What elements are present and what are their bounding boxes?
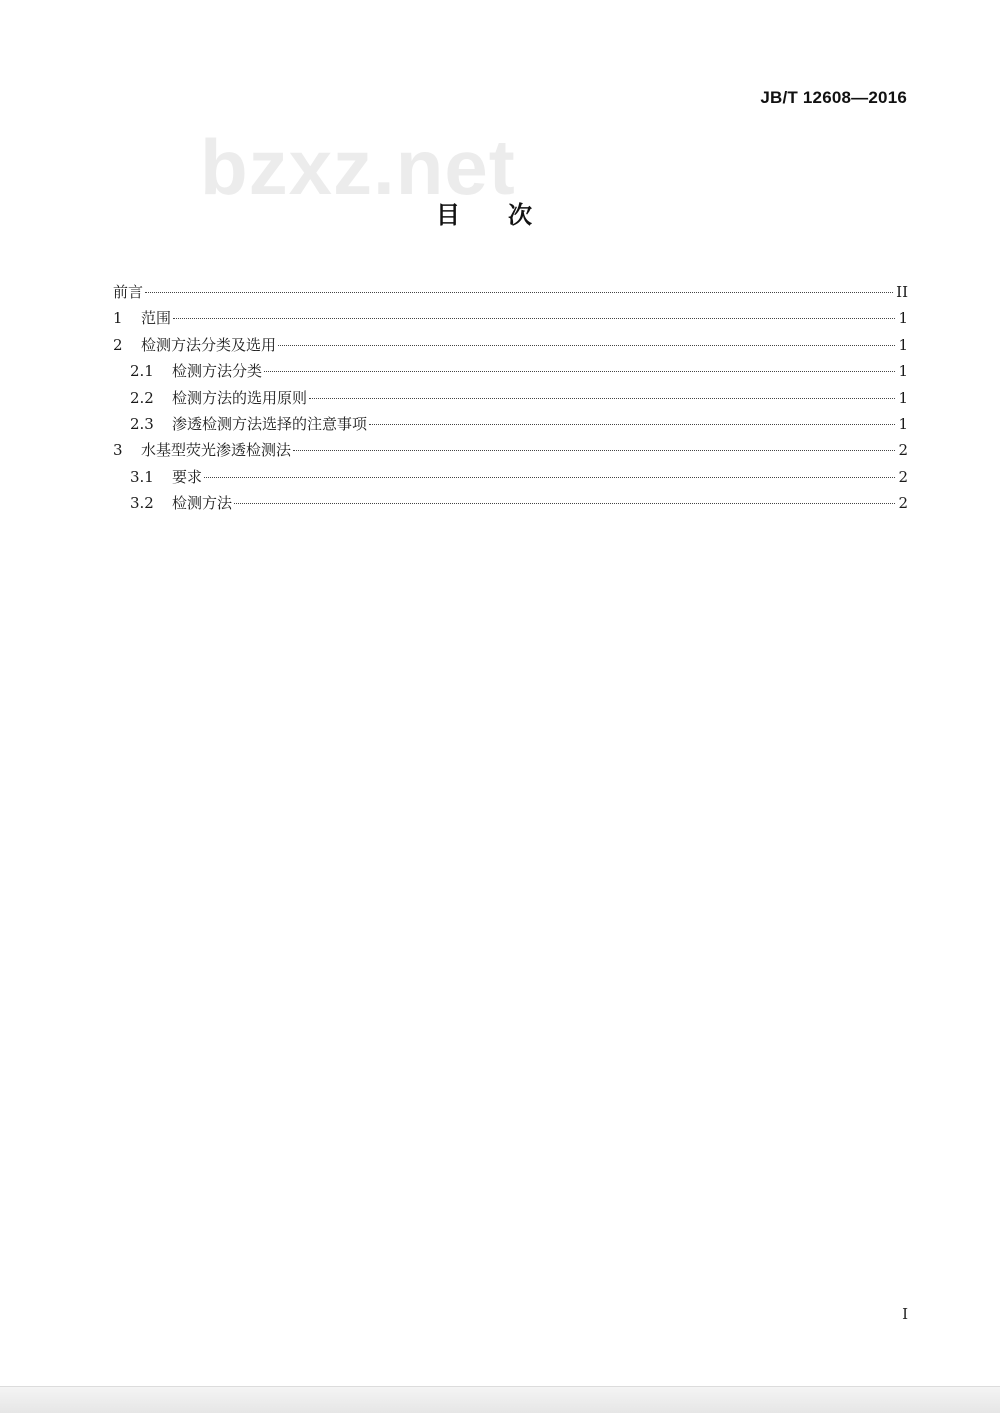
toc-entry[interactable] (113, 490, 908, 516)
toc-leader-dots (204, 477, 895, 478)
toc-entry-number: 2.1 (130, 362, 154, 381)
toc-entry-page: II (896, 283, 908, 301)
watermark: bzxz.net (200, 123, 516, 211)
toc-entry-text: 水基型荧光渗透检测法 (141, 441, 292, 460)
toc-entry-text: 前言 (113, 283, 144, 301)
toc-entry-text: 范围 (141, 309, 172, 328)
toc-entry-text: 检测方法 (172, 494, 233, 513)
toc-entry-text: 检测方法分类 (172, 362, 263, 381)
toc-entry-page: 1 (898, 388, 908, 407)
toc-entry[interactable] (113, 411, 908, 437)
toc-leader-dots (369, 424, 895, 425)
standard-code: JB/T 12608—2016 (760, 88, 907, 107)
toc-entry[interactable] (113, 279, 908, 305)
page-number: I (902, 1305, 908, 1323)
toc-entry-page: 2 (898, 467, 908, 486)
toc-leader-dots (278, 345, 895, 346)
toc-entry-text: 要求 (172, 467, 203, 486)
toc-entry-page: 1 (898, 362, 908, 381)
toc-entry-text: 检测方法的选用原则 (172, 388, 308, 407)
toc-entry-page: 1 (898, 309, 908, 328)
toc-entry-page: 2 (898, 494, 908, 513)
toc-entry[interactable] (113, 437, 908, 463)
page-bottom-edge (0, 1386, 1000, 1413)
toc-leader-dots (309, 398, 895, 399)
table-of-contents (113, 279, 908, 517)
toc-title: 目次 (436, 201, 580, 229)
toc-entry[interactable] (113, 332, 908, 358)
toc-entry-text: 检测方法分类及选用 (141, 335, 277, 354)
toc-entry-number: 1 (113, 309, 123, 328)
toc-leader-dots (293, 450, 895, 451)
toc-entry-number: 2.2 (130, 388, 154, 407)
toc-entry-text: 渗透检测方法选择的注意事项 (172, 414, 368, 433)
toc-leader-dots (264, 371, 895, 372)
toc-entry-page: 1 (898, 414, 908, 433)
toc-leader-dots (145, 292, 893, 293)
toc-leader-dots (173, 318, 895, 319)
toc-leader-dots (234, 503, 895, 504)
toc-entry-number: 3.2 (130, 494, 154, 513)
toc-entry[interactable] (113, 305, 908, 331)
toc-entry-page: 2 (898, 441, 908, 460)
toc-entry[interactable] (113, 385, 908, 411)
toc-entry-page: 1 (898, 335, 908, 354)
toc-entry[interactable] (113, 464, 908, 490)
toc-entry-number: 2.3 (130, 414, 154, 433)
toc-entry[interactable] (113, 358, 908, 384)
toc-entry-number: 2 (113, 335, 123, 354)
toc-entry-number: 3.1 (130, 467, 154, 486)
toc-entry-number: 3 (113, 441, 123, 460)
